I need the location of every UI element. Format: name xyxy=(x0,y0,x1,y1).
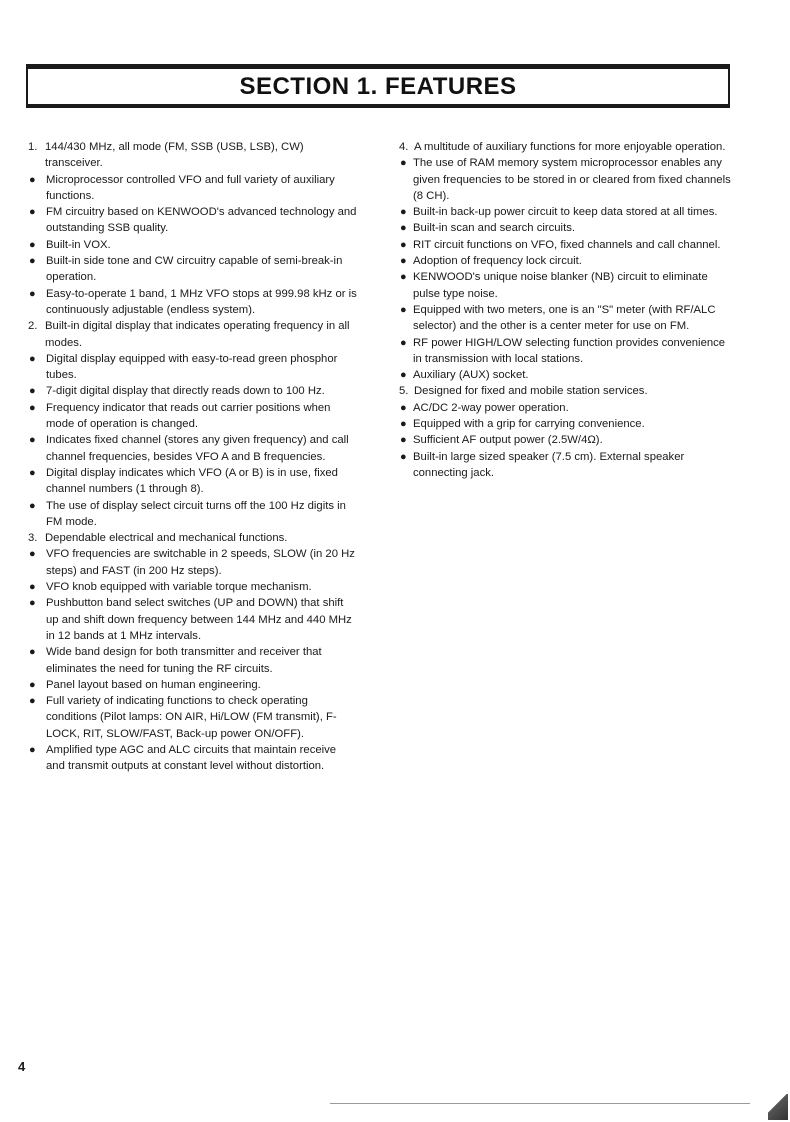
feature-bullet-item xyxy=(28,286,358,319)
feature-bullet-item xyxy=(399,269,731,302)
feature-text: The use of display select circuit turns off the 100 Hz digits in FM mode. xyxy=(46,499,346,528)
bullet-marker: ● xyxy=(400,401,407,414)
feature-bullet-item xyxy=(399,204,731,220)
bullet-marker: ● xyxy=(400,271,407,284)
bullet-marker: ● xyxy=(29,401,36,414)
bullet-marker: ● xyxy=(400,255,407,268)
bullet-marker: ● xyxy=(400,450,407,463)
feature-text: Dependable electrical and mechanical functions. xyxy=(45,532,288,545)
feature-bullet-item xyxy=(28,644,358,677)
feature-bullet-item xyxy=(28,383,358,399)
feature-text: Built-in digital display that indicates operating frequency in all modes. xyxy=(45,320,350,349)
feature-text: Built-in VOX. xyxy=(46,238,111,251)
bullet-marker: ● xyxy=(29,678,36,691)
feature-text: KENWOOD's unique noise blanker (NB) circuit to eliminate pulse type noise. xyxy=(413,271,708,300)
section-title: SECTION 1. FEATURES xyxy=(239,72,517,100)
feature-bullet-item xyxy=(399,432,731,448)
feature-bullet-item xyxy=(28,693,358,742)
feature-bullet-item xyxy=(399,302,731,335)
feature-bullet-item xyxy=(399,237,731,253)
feature-bullet-item xyxy=(28,546,358,579)
bullet-marker: ● xyxy=(29,548,36,561)
item-number: 3. xyxy=(28,532,38,545)
feature-text: Built-in scan and search circuits. xyxy=(413,222,575,235)
feature-text: Pushbutton band select switches (UP and DOWN) that shift up and shift down frequency between 144 MHz and 440 MHz in 12 bands at 1 MHz intervals. xyxy=(46,597,352,642)
bullet-marker: ● xyxy=(29,581,36,594)
feature-bullet-item xyxy=(28,172,358,205)
feature-bullet-item xyxy=(399,220,731,236)
bullet-marker: ● xyxy=(29,173,36,186)
bullet-marker: ● xyxy=(400,369,407,382)
bullet-marker: ● xyxy=(29,385,36,398)
feature-text: 144/430 MHz, all mode (FM, SSB (USB, LSB), CW) transceiver. xyxy=(45,141,304,170)
feature-heading-item xyxy=(28,139,358,172)
bullet-marker: ● xyxy=(29,238,36,251)
feature-text: AC/DC 2-way power operation. xyxy=(413,401,569,414)
feature-text: RF power HIGH/LOW selecting function provides convenience in transmission with local stations. xyxy=(413,336,726,365)
feature-bullet-item xyxy=(28,465,358,498)
bullet-marker: ● xyxy=(29,597,36,610)
feature-heading-item xyxy=(399,383,731,399)
feature-bullet-item xyxy=(399,367,731,383)
feature-bullet-item xyxy=(399,335,731,368)
feature-bullet-item xyxy=(28,677,358,693)
item-number: 2. xyxy=(28,320,38,333)
feature-bullet-item xyxy=(28,432,358,465)
bullet-marker: ● xyxy=(29,434,36,447)
scan-artifact-corner xyxy=(768,1094,788,1120)
feature-text: A multitude of auxiliary functions for more enjoyable operation. xyxy=(414,141,726,153)
feature-text: Built-in side tone and CW circuitry capable of semi-break-in operation. xyxy=(46,255,343,284)
feature-bullet-item xyxy=(399,400,731,416)
bullet-marker: ● xyxy=(400,303,407,316)
section-header-box xyxy=(26,64,730,108)
left-column xyxy=(28,139,358,775)
feature-bullet-item xyxy=(399,416,731,432)
page-number: 4 xyxy=(18,1059,26,1074)
bullet-marker: ● xyxy=(29,287,36,300)
feature-bullet-item xyxy=(28,498,358,531)
bullet-marker: ● xyxy=(29,743,36,756)
feature-text: Built-in large sized speaker (7.5 cm). External speaker connecting jack. xyxy=(413,450,685,479)
item-number: 4. xyxy=(399,141,409,153)
feature-bullet-item xyxy=(399,155,731,204)
feature-bullet-item xyxy=(28,237,358,253)
feature-text: VFO frequencies are switchable in 2 speeds, SLOW (in 20 Hz steps) and FAST (in 200 Hz steps). xyxy=(46,548,355,577)
feature-text: Equipped with a grip for carrying convenience. xyxy=(413,418,645,431)
feature-text: The use of RAM memory system microprocessor enables any given frequencies to be stored in or cleared from fixed channels (8 CH). xyxy=(413,157,731,202)
bullet-marker: ● xyxy=(29,352,36,365)
feature-text: Auxiliary (AUX) socket. xyxy=(413,369,529,382)
bullet-marker: ● xyxy=(400,206,407,219)
item-number: 1. xyxy=(28,141,38,153)
feature-heading-item xyxy=(28,530,358,546)
feature-bullet-item xyxy=(28,400,358,433)
feature-text: VFO knob equipped with variable torque mechanism. xyxy=(46,581,312,594)
bullet-marker: ● xyxy=(29,466,36,479)
feature-text: 7-digit digital display that directly reads down to 100 Hz. xyxy=(46,385,325,398)
scan-artifact-line xyxy=(330,1103,750,1104)
feature-text: Built-in back-up power circuit to keep data stored at all times. xyxy=(413,206,718,219)
feature-bullet-item xyxy=(28,204,358,237)
feature-bullet-item xyxy=(28,742,358,775)
feature-text: Sufficient AF output power (2.5W/4Ω). xyxy=(413,434,603,447)
feature-text: Designed for fixed and mobile station services. xyxy=(414,385,648,398)
feature-text: Full variety of indicating functions to check operating conditions (Pilot lamps: ON AIR, Hi/LOW (FM transmit), F-LOCK, RIT, SLOW/FAST, Back-up power ON/OFF). xyxy=(46,695,337,740)
feature-text: Digital display indicates which VFO (A or B) is in use, fixed channel numbers (1 through 8). xyxy=(46,466,338,496)
feature-heading-item xyxy=(399,139,731,155)
feature-text: Frequency indicator that reads out carrier positions when mode of operation is changed. xyxy=(46,401,331,431)
feature-bullet-item xyxy=(28,351,358,384)
bullet-marker: ● xyxy=(29,255,36,268)
feature-text: Digital display equipped with easy-to-read green phosphor tubes. xyxy=(46,352,338,382)
feature-bullet-item xyxy=(28,579,358,595)
feature-text: Adoption of frequency lock circuit. xyxy=(413,255,582,268)
bullet-marker: ● xyxy=(29,695,36,708)
bullet-marker: ● xyxy=(400,418,407,431)
feature-bullet-item xyxy=(399,449,731,482)
bullet-marker: ● xyxy=(29,206,36,219)
feature-text: Equipped with two meters, one is an "S" meter (with RF/ALC selector) and the other is a center meter for use on FM. xyxy=(413,303,716,333)
feature-text: Panel layout based on human engineering. xyxy=(46,678,261,691)
feature-text: Easy-to-operate 1 band, 1 MHz VFO stops at 999.98 kHz or is continuously adjustable (endless system). xyxy=(46,287,357,316)
feature-text: Indicates fixed channel (stores any given frequency) and call channel frequencies, besides VFO A and B frequencies. xyxy=(46,434,349,463)
feature-text: Amplified type AGC and ALC circuits that maintain receive and transmit outputs at constant level without distortion. xyxy=(46,743,337,773)
feature-bullet-item xyxy=(28,595,358,644)
bullet-marker: ● xyxy=(29,499,36,512)
bullet-marker: ● xyxy=(400,157,407,170)
feature-bullet-item xyxy=(28,253,358,286)
bullet-marker: ● xyxy=(400,336,407,349)
bullet-marker: ● xyxy=(400,222,407,235)
feature-heading-item xyxy=(28,318,358,351)
feature-text: Microprocessor controlled VFO and full variety of auxiliary functions. xyxy=(46,173,335,202)
feature-text: Wide band design for both transmitter and receiver that eliminates the need for tuning the RF circuits. xyxy=(46,646,322,675)
feature-text: FM circuitry based on KENWOOD's advanced technology and outstanding SSB quality. xyxy=(46,206,357,235)
bullet-marker: ● xyxy=(400,434,407,447)
feature-bullet-item xyxy=(399,253,731,269)
feature-text: RIT circuit functions on VFO, fixed channels and call channel. xyxy=(413,238,721,251)
right-column xyxy=(399,139,731,481)
bullet-marker: ● xyxy=(400,238,407,251)
bullet-marker: ● xyxy=(29,646,36,659)
item-number: 5. xyxy=(399,385,409,398)
